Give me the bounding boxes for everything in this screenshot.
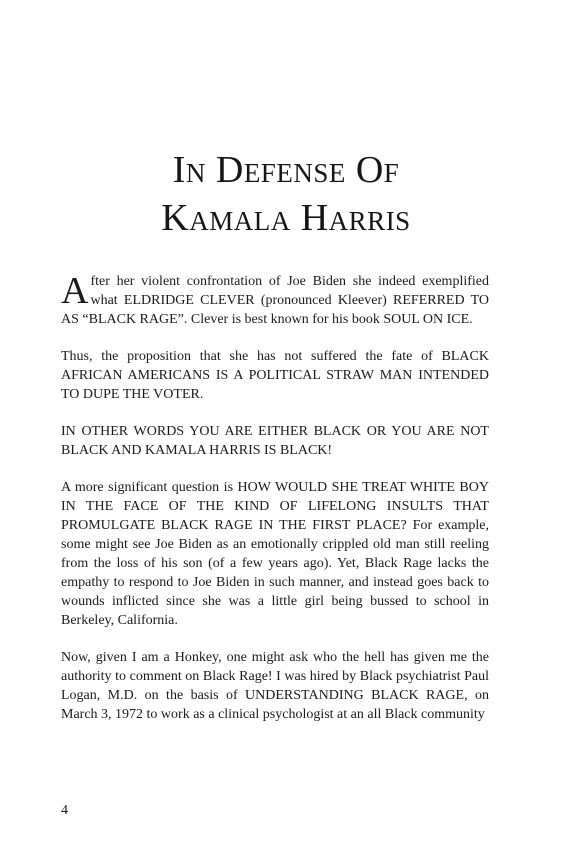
paragraph-3: IN OTHER WORDS YOU ARE EITHER BLACK OR YOU ARE NOT BLACK AND KAMALA HARRIS IS BLACK!	[61, 424, 489, 458]
paragraph-5: Now, given I am a Honkey, one might ask who the hell has given me the authority to comment on Black Rage! I was hired by Black psychiatrist Paul Logan, M.D. on the basis of UNDERSTANDING BLACK RAGE, on March 3, 1972 to work as a clinical psychologist at an all Black community	[61, 650, 489, 722]
paragraph-1	[61, 272, 489, 329]
chapter-title	[0, 146, 572, 242]
paragraph-2: Thus, the proposition that she has not suffered the fate of BLACK AFRICAN AMERICANS IS A POLITICAL STRAW MAN INTENDED TO DUPE THE VOTER.	[61, 349, 489, 402]
chapter-title-line-2: Kamala Harris	[161, 197, 411, 239]
paragraph-1-text: fter her violent confrontation of Joe Biden she indeed exemplified what ELDRIDGE CLEVER (pronounced Kleever) REFERRED TO AS “BLACK RAGE”. Clever is best known for his book SOUL ON ICE.	[61, 274, 489, 327]
chapter-body	[61, 272, 489, 742]
drop-cap: A	[61, 270, 89, 312]
paragraph-4: A more significant question is HOW WOULD SHE TREAT WHITE BOY IN THE FACE OF THE KIND OF LIFELONG INSULTS THAT PROMULGATE BLACK RAGE IN THE FIRST PLACE? For example, some might see Joe Biden as an emotionally crippled old man still reeling from the loss of his son (of a few years ago). Yet, Black Rage lacks the empathy to respond to Joe Biden in such manner, and instead goes back to wounds inflicted since she was a little girl being bussed to school in Berkeley, California.	[61, 480, 489, 628]
chapter-title-line-1: In Defense Of	[172, 149, 400, 191]
page-number: 4	[61, 803, 68, 818]
